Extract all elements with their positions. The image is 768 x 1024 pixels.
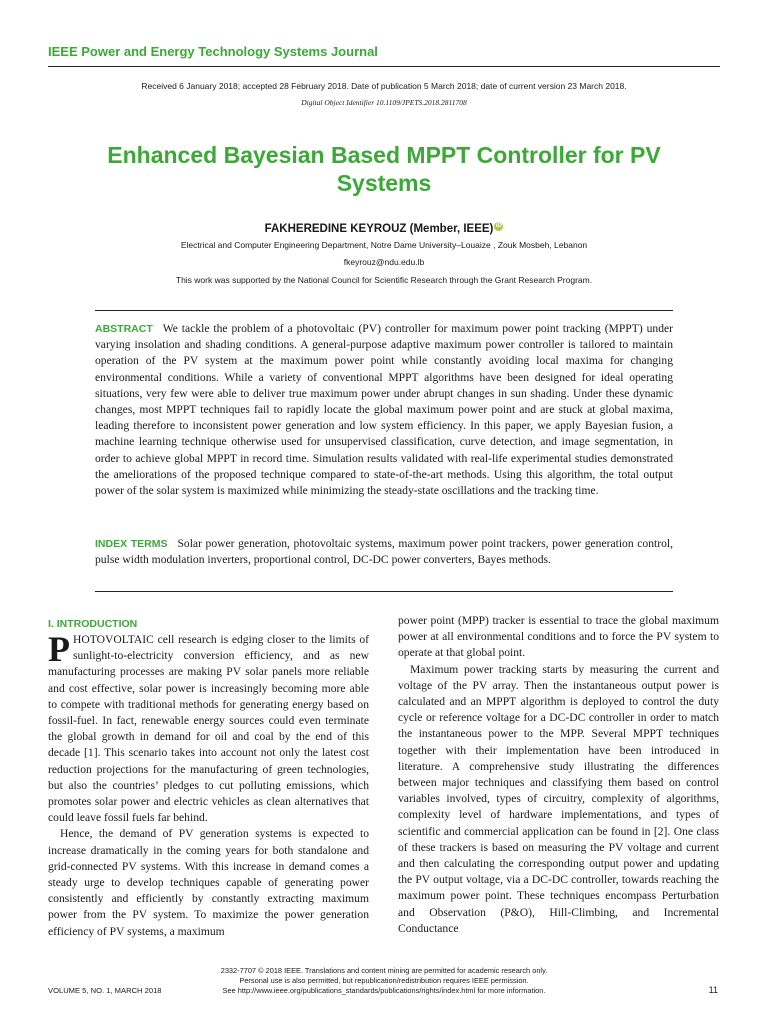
index-terms-label: INDEX TERMS [95,538,168,550]
journal-name: IEEE Power and Energy Technology Systems Journal [48,44,378,59]
author [0,222,768,235]
author-email[interactable]: fkeyrouz@ndu.edu.lb [343,257,425,267]
intro-paragraph-2: Hence, the demand of PV generation systems is expected to increase dramatically in the coming years for both standalone and grid-connected PV systems. With this increase in demand comes a steady urge to develop techniques capable of generating power consistently and efficiently by constantly extracting maximum power from the PV system. To maximize the power generation efficiency of PV systems, a maximum [48,827,369,938]
column-left [48,616,369,940]
intro-paragraph-4: Maximum power tracking starts by measuring the current and voltage of the PV array. Then the instantaneous output power is calculated and an MPPT algorithm is deployed to control the duty cycle or reference voltage for a DC-DC controller in order to match the instantaneous power to the MPP. Several MPPT techniques together with their implementation have been introduced in literature. A comprehensive study illustrating the differences between major techniques and classifying them based on control variables involved, types of circuitry, complexity of algorithms, complexity level of hardware implementations, and types of scientific and commercial application can be found in [2]. One class of these trackers is based on measuring the PV voltage and current and then calculating the corresponding output power and updating the PV output voltage, via a DC-DC controller, towards reaching the maximum power point. These techniques encompass Perturbation and Observation (P&O), Hill-Climbing, and Incremental Conductance [398,662,719,935]
funding-note: This work was supported by the National Council for Scientific Research through the Grant Research Program. [175,275,593,285]
doi[interactable]: Digital Object Identifier 10.1109/JPETS.2018.2811708 [301,98,467,107]
page-number: 11 [708,985,718,995]
drop-cap: P [48,629,70,669]
abstract-rule-top [95,310,673,311]
abstract [95,321,673,499]
intro-paragraph-1-text: HOTOVOLTAIC cell research is edging closer to the limits of sunlight-to-electricity conversion efficiency, and as new manufacturing processes are making PV solar panels more reliable and cost effective, solar power is increasingly becoming more able to compete with traditional methods for generating energy based on fossil-fuel. In fact, renewable energy sources could even terminate the global growth in demand for oil and coal by the end of this decade [1]. This scenario takes into account not only the latest cost reduction projections for the manufacturing of green technologies, but also the countries’ pledges to cut polluting emissions, which promotes solar power and electric vehicles as clean alternatives that could leave fossil fuels far behind. [48,633,369,825]
index-terms [95,536,673,568]
column-right [398,613,719,937]
author-name: FAKHEREDINE KEYROUZ (Member, IEEE) [264,222,494,235]
section-heading: I. INTRODUCTION [48,618,138,630]
abstract-text: We tackle the problem of a photovoltaic (PV) controller for maximum power point tracking (MPPT) under varying insolation and shading conditions. A general-purpose adaptive maximum power controller is tailored to maintain operation of the PV system at the maximum power point while constantly avoiding local maxima for changing environmental conditions. While a variety of conventional MPPT algorithms have been designed for ideal operating situations, very few were able to deliver true maximum power under abrupt changes in sun shading. Under these dynamic changes, most MPPT techniques fail to rapidly locate the global maximum power point and are stuck at global maxima, leading therefore to inconsistent power generation and low system efficiency. In this paper, we apply Bayesian fusion, a machine learning technique otherwise used for unsupervised classification, curve detection, and image segmentation, in order to achieve global MPPT in record time. Simulation results validated with real-life experimental studies demonstrated the ameliorations of the proposed technique compared to state-of-the-art methods. Using this algorithm, the total output power of the solar system is maximized while minimizing the steady-state oscillations and the tracking time. [95,322,673,498]
abstract-label: ABSTRACT [95,323,153,335]
index-terms-text: Solar power generation, photovoltaic systems, maximum power point trackers, power generation control, pulse width modulation inverters, proportional control, DC-DC power converters, Bayes methods. [95,537,673,567]
intro-paragraph-3: power point (MPP) tracker is essential to trace the global maximum power at all environmental conditions and to force the PV system to operate at that global point. [398,614,719,660]
intro-paragraph-1 [48,629,369,826]
received-dates: Received 6 January 2018; accepted 28 February 2018. Date of publication 5 March 2018; date of current version 23 March 2018. [141,81,627,91]
affiliation: Electrical and Computer Engineering Department, Notre Dame University–Louaize , Zouk Mosbeh, Lebanon [180,240,588,250]
header-rule [48,66,720,67]
volume-info: VOLUME 5, NO. 1, MARCH 2018 [48,986,162,995]
copyright-line-1: 2332-7707 © 2018 IEEE. Translations and content mining are permitted for academic research only. [220,966,548,975]
copyright-line-3[interactable]: See http://www.ieee.org/publications_standards/publications/rights/index.html for more information. [222,986,546,995]
abstract-rule-bottom [95,591,673,592]
orcid-icon[interactable]: iD [495,223,502,229]
paper-title: Enhanced Bayesian Based MPPT Controller for PV Systems [107,142,661,196]
copyright-line-2: Personal use is also permitted, but republication/redistribution requires IEEE permission. [239,976,529,985]
